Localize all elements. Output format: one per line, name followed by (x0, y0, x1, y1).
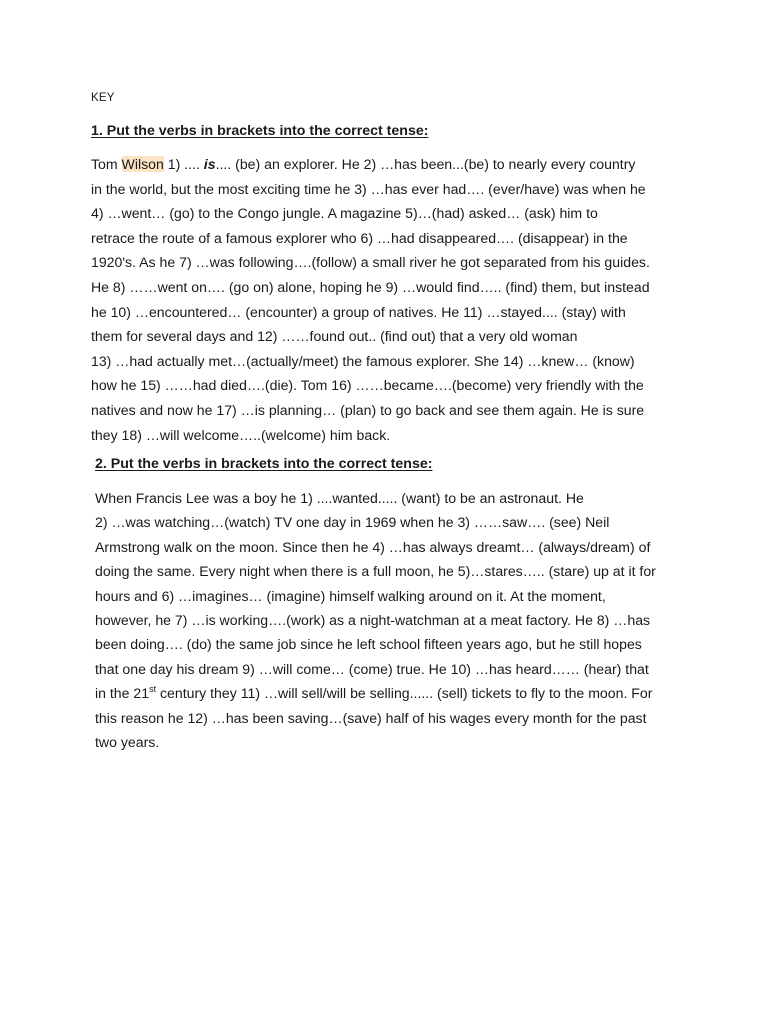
paragraph-line: hours and 6) …imagines… (imagine) himself walking around on it. At the moment, (95, 587, 606, 604)
line-text: Tom (91, 156, 122, 172)
paragraph-line: them for several days and 12) ……found out.. (find out) that a very old woman (91, 328, 578, 345)
section-2-paragraph (95, 486, 656, 754)
emphasized-answer: is (203, 156, 216, 172)
key-label: KEY (91, 92, 115, 104)
paragraph-line (95, 681, 656, 705)
section-1-paragraph (91, 152, 650, 447)
paragraph-line: been doing…. (do) the same job since he left school fifteen years ago, but he still hopes (95, 636, 642, 653)
paragraph-line: doing the same. Every night when there is a full moon, he 5)…stares….. (stare) up at it for (95, 563, 656, 580)
paragraph-line: they 18) …will welcome…..(welcome) him back. (91, 426, 391, 443)
paragraph-line: however, he 7) …is working….(work) as a night-watchman at a meat factory. He 8) …has (95, 611, 651, 628)
paragraph-line: 1920's. As he 7) …was following….(follow) a small river he got separated from his guides. (91, 254, 650, 271)
paragraph-line: that one day his dream 9) …will come… (come) true. He 10) …has heard…… (hear) that (95, 660, 649, 677)
paragraph-line: When Francis Lee was a boy he 1) ....wanted..... (want) to be an astronaut. He (95, 490, 584, 506)
line-text: century they 11) …will sell/will be selling...... (sell) tickets to fly to the moon. For (156, 685, 653, 702)
paragraph-line: 13) …had actually met…(actually/meet) the famous explorer. She 14) …knew… (know) (91, 352, 635, 369)
highlighted-name: Wilson (121, 156, 164, 172)
paragraph-line (91, 152, 650, 177)
section-1-heading: 1. Put the verbs in brackets into the correct tense: (91, 123, 429, 139)
paragraph-line: retrace the route of a famous explorer who 6) …had disappeared…. (disappear) in the (91, 229, 628, 246)
line-text: in the 21 (95, 685, 150, 702)
paragraph-line: this reason he 12) …has been saving…(save) half of his wages every month for the past (95, 709, 647, 726)
paragraph-line: he 10) …encountered… (encounter) a group of natives. He 11) …stayed.... (stay) with (91, 303, 626, 320)
paragraph-line: how he 15) ……had died….(die). Tom 16) ……became….(become) very friendly with the (91, 377, 644, 394)
line-text: .... (be) an explorer. He 2) …has been...(be) to nearly every country (215, 156, 636, 172)
line-text: 1) .... (163, 156, 204, 172)
paragraph-line: 4) …went… (go) to the Congo jungle. A magazine 5)…(had) asked… (ask) him to (91, 205, 598, 222)
paragraph-line: 2) …was watching…(watch) TV one day in 1969 when he 3) ……saw…. (see) Neil (95, 514, 610, 531)
section-2-heading: 2. Put the verbs in brackets into the correct tense: (95, 456, 433, 472)
paragraph-line: in the world, but the most exciting time he 3) …has ever had…. (ever/have) was when he (91, 180, 646, 197)
paragraph-line: He 8) ……went on…. (go on) alone, hoping he 9) …would find….. (find) them, but instead (91, 278, 650, 295)
paragraph-line: natives and now he 17) …is planning… (plan) to go back and see them again. He is sure (91, 401, 645, 418)
paragraph-line: Armstrong walk on the moon. Since then he 4) …has always dreamt… (always/dream) of (95, 538, 651, 555)
ordinal-suffix: st (149, 684, 157, 695)
paragraph-line: two years. (95, 733, 160, 750)
